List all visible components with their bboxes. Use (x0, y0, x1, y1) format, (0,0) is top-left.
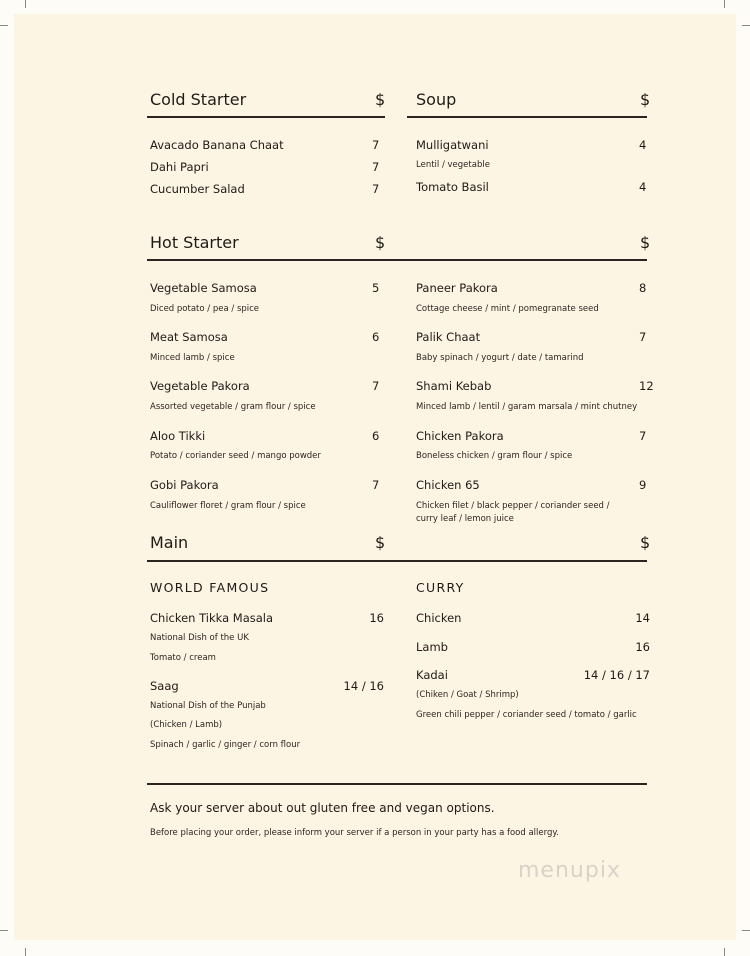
menu-item-desc: Tomato / cream (150, 653, 216, 663)
menu-item-desc: Lentil / vegetable (416, 160, 490, 170)
currency-label: $ (640, 533, 651, 552)
menu-item-desc: Minced lamb / spice (150, 353, 235, 363)
menu-item-name: Paneer Pakora (416, 281, 498, 295)
menu-item-price: 7 (372, 138, 380, 152)
menu-item-price: 7 (372, 478, 380, 492)
menu-item-price: 6 (372, 429, 380, 443)
menu-item-desc: National Dish of the UK (150, 633, 249, 643)
section-title-cold-starter: Cold Starter (150, 90, 247, 109)
menu-item-desc: Baby spinach / yogurt / date / tamarind (416, 353, 584, 363)
menu-item-desc: (Chicken / Lamb) (150, 720, 223, 730)
menu-item-desc: Boneless chicken / gram flour / spice (416, 451, 573, 461)
menu-item-name: Mulligatwani (416, 138, 489, 152)
menu-item-name: Avacado Banana Chaat (150, 138, 284, 152)
menu-item-name: Chicken Tikka Masala (150, 611, 274, 625)
section-title-hot-starter: Hot Starter (150, 233, 239, 252)
menu-item-desc: Diced potato / pea / spice (150, 304, 260, 314)
menu-item-price: 4 (639, 138, 647, 152)
menu-item-desc: Cottage cheese / mint / pomegranate seed (416, 304, 599, 314)
menu-item-price: 14 / 16 (343, 679, 384, 693)
menu-item-name: Meat Samosa (150, 330, 228, 344)
menu-item-name: Vegetable Pakora (150, 379, 250, 393)
menu-item-name: Shami Kebab (416, 379, 492, 393)
menu-item-name: Palik Chaat (416, 330, 481, 344)
menu-item-desc: Cauliflower floret / gram flour / spice (150, 501, 306, 511)
menu-item-name: Gobi Pakora (150, 478, 219, 492)
section-title-soup: Soup (416, 90, 457, 109)
divider (147, 560, 647, 562)
dietary-note: Ask your server about out gluten free and vegan options. (150, 801, 495, 815)
menu-item-name: Chicken Pakora (416, 429, 504, 443)
menu-item-price: 7 (372, 379, 380, 393)
menu-item-desc: Green chili pepper / coriander seed / tomato / garlic (416, 710, 637, 720)
menu-item-desc: Minced lamb / lentil / garam marsala / mint chutney (416, 402, 638, 412)
menu-item-price: 7 (639, 330, 647, 344)
currency-label: $ (640, 90, 651, 109)
menu-item-price: 14 (635, 611, 650, 625)
currency-label: $ (375, 90, 386, 109)
menu-item-name: Vegetable Samosa (150, 281, 257, 295)
menu-item-price: 14 / 16 / 17 (583, 668, 650, 682)
currency-label: $ (375, 233, 386, 252)
subsection-curry: CURRY (416, 580, 465, 595)
menu-item-name: Cucumber Salad (150, 182, 245, 196)
menu-item-desc: Potato / coriander seed / mango powder (150, 451, 321, 461)
menu-item-desc: Chicken filet / black pepper / coriander seed / (416, 501, 610, 511)
menu-item-name: Kadai (416, 668, 448, 682)
menu-item-price: 7 (639, 429, 647, 443)
menu-item-price: 9 (639, 478, 647, 492)
menu-item-price: 7 (372, 160, 380, 174)
menu-item-name: Dahi Papri (150, 160, 209, 174)
menu-item-name: Aloo Tikki (150, 429, 206, 443)
menu-item-name: Chicken 65 (416, 478, 480, 492)
divider (407, 116, 647, 118)
currency-label: $ (640, 233, 651, 252)
menu-item-desc: National Dish of the Punjab (150, 701, 266, 711)
menu-item-name: Saag (150, 679, 179, 693)
menu-item-price: 16 (635, 640, 650, 654)
menu-item-price: 12 (639, 379, 654, 393)
section-title-main: Main (150, 533, 189, 552)
watermark-logo: menupix (518, 858, 621, 883)
menu-item-price: 7 (372, 182, 380, 196)
allergy-note: Before placing your order, please inform your server if a person in your party has a food allergy. (150, 828, 559, 838)
divider (147, 259, 647, 261)
menu-item-price: 6 (372, 330, 380, 344)
currency-label: $ (375, 533, 386, 552)
divider (147, 116, 385, 118)
menu-item-desc: Spinach / garlic / ginger / corn flour (150, 740, 301, 750)
menu-item-price: 8 (639, 281, 647, 295)
menu-item-name: Lamb (416, 640, 448, 654)
subsection-world-famous: WORLD FAMOUS (150, 580, 270, 595)
menu-item-name: Tomato Basil (416, 180, 489, 194)
menu-item-desc: Assorted vegetable / gram flour / spice (150, 402, 316, 412)
menu-item-price: 16 (369, 611, 384, 625)
menu-item-price: 4 (639, 180, 647, 194)
menu-item-name: Chicken (416, 611, 462, 625)
menu-item-price: 5 (372, 281, 380, 295)
menu-item-desc: (Chiken / Goat / Shrimp) (416, 690, 519, 700)
divider (147, 783, 647, 785)
menu-item-desc: curry leaf / lemon juice (416, 514, 514, 524)
